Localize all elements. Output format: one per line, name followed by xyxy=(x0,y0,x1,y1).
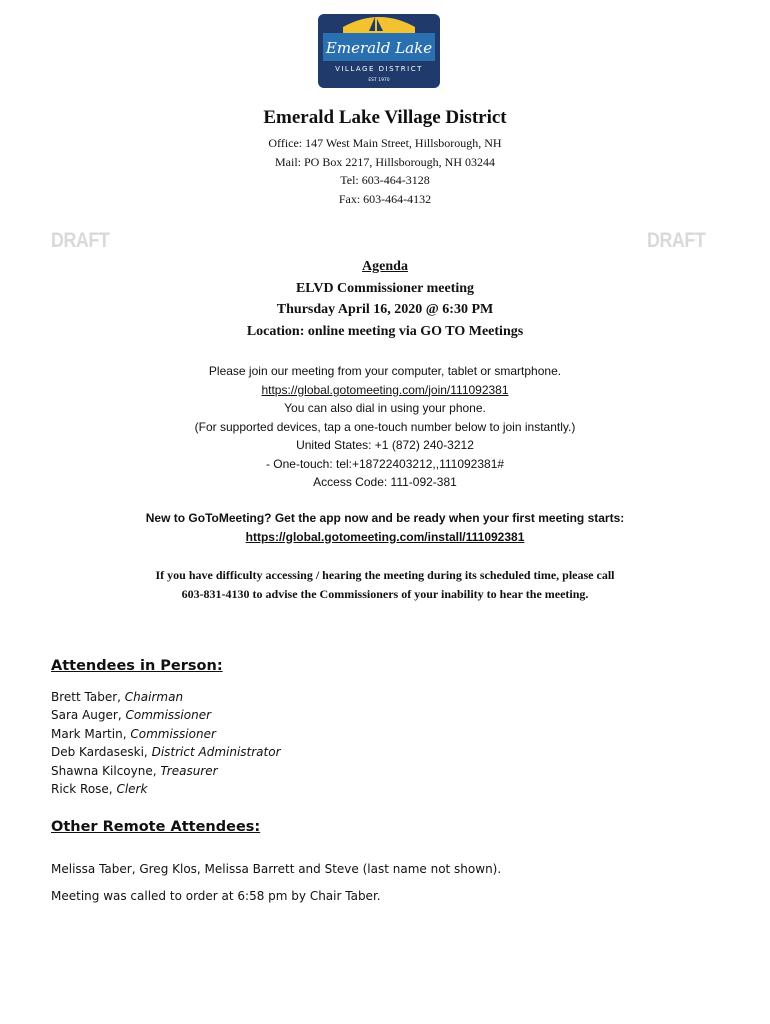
logo-script-text: Emerald Lake xyxy=(325,39,433,57)
list-item xyxy=(51,688,281,706)
supported-devices-text: (For supported devices, tap a one-touch number below to join instantly.) xyxy=(194,419,576,434)
attendee-role: District Administrator xyxy=(151,745,281,760)
attendee-role: Chairman xyxy=(124,690,184,704)
district-title: Emerald Lake Village District xyxy=(263,107,507,128)
join-instructions xyxy=(0,362,770,492)
list-item xyxy=(51,706,281,724)
access-code: Access Code: 111-092-381 xyxy=(313,475,457,489)
attendee-name: Rick Rose, xyxy=(51,782,113,797)
attendee-role: Commissioner xyxy=(130,726,216,741)
attendee-name: Sara Auger, xyxy=(51,708,122,723)
new-to-gotomeeting xyxy=(0,509,770,546)
difficulty-line-2: 603-831-4130 to advise the Commissioners of your inability to hear the meeting. xyxy=(181,586,589,601)
logo-graphic xyxy=(317,13,441,89)
attendee-role: Commissioner xyxy=(125,708,212,723)
list-item xyxy=(51,780,281,798)
join-meeting-link[interactable]: https://global.gotomeeting.com/join/111092381 xyxy=(261,382,509,397)
office-address: Office: 147 West Main Street, Hillsborough, NH xyxy=(268,136,502,150)
difficulty-notice xyxy=(0,566,770,603)
attendee-role: Treasurer xyxy=(160,763,218,778)
logo-sub-text: VILLAGE DISTRICT xyxy=(335,65,423,73)
draft-watermark-right: DRAFT xyxy=(647,229,706,252)
draft-watermark-left: DRAFT xyxy=(51,229,110,252)
remote-attendee-names: Melissa Taber, Greg Klos, Melissa Barrett and Steve (last name not shown). xyxy=(51,862,502,876)
attendee-name: Mark Martin, xyxy=(51,726,127,741)
remote-attendees-heading: Other Remote Attendees: xyxy=(51,819,261,835)
list-item xyxy=(51,725,281,743)
one-touch-number: - One-touch: tel:+18722403212,,111092381# xyxy=(265,456,505,471)
meeting-datetime: Thursday April 16, 2020 @ 6:30 PM xyxy=(276,302,494,317)
district-logo xyxy=(317,13,441,89)
address-block xyxy=(0,134,770,208)
agenda-heading: Agenda xyxy=(362,259,408,274)
attendee-list xyxy=(51,688,281,798)
dial-in-text: You can also dial in using your phone. xyxy=(284,401,486,415)
list-item xyxy=(51,743,281,761)
meeting-name: ELVD Commissioner meeting xyxy=(295,280,475,296)
difficulty-line-1: If you have difficulty accessing / hearing the meeting during its scheduled time, please call xyxy=(155,568,615,582)
logo-est-text: EST 1970 xyxy=(368,78,390,83)
install-link[interactable]: https://global.gotomeeting.com/install/111092381 xyxy=(245,529,525,544)
us-phone-number: United States: +1 (872) 240-3212 xyxy=(296,438,474,452)
mail-address: Mail: PO Box 2217, Hillsborough, NH 03244 xyxy=(274,154,495,169)
list-item xyxy=(51,762,281,780)
new-to-text: New to GoToMeeting? Get the app now and be ready when your first meeting starts: xyxy=(145,511,625,525)
attendee-name: Shawna Kilcoyne, xyxy=(51,763,157,778)
join-intro: Please join our meeting from your computer, tablet or smartphone. xyxy=(208,364,562,378)
meeting-location: Location: online meeting via GO TO Meetings xyxy=(246,323,524,339)
fax: Fax: 603-464-4132 xyxy=(338,191,432,206)
attendee-name: Deb Kardaseski, xyxy=(51,745,148,760)
attendee-name: Brett Taber, xyxy=(51,690,121,704)
telephone: Tel: 603-464-3128 xyxy=(340,173,430,187)
agenda-block xyxy=(0,256,770,342)
called-to-order: Meeting was called to order at 6:58 pm by Chair Taber. xyxy=(51,889,381,903)
attendees-heading: Attendees in Person: xyxy=(51,658,223,674)
attendee-role: Clerk xyxy=(116,782,148,797)
